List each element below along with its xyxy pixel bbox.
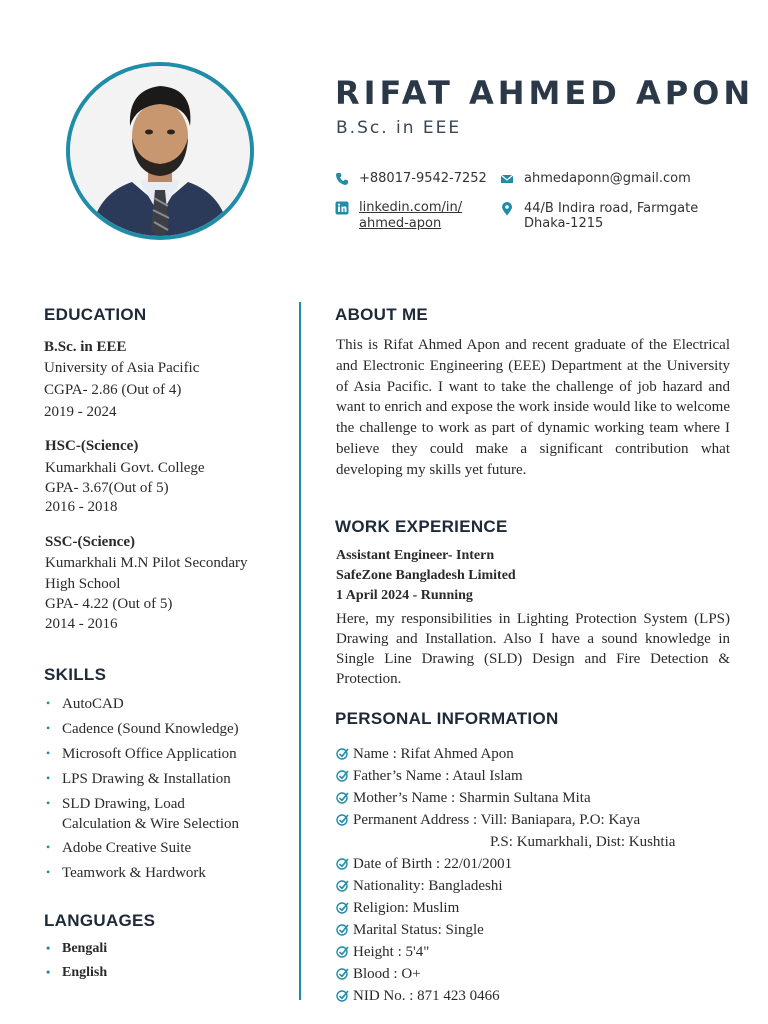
education-detail: GPA- 3.67(Out of 5) <box>45 480 169 496</box>
check-circle-icon <box>336 901 349 914</box>
personal-info-item: Religion: Muslim <box>336 898 675 920</box>
education-heading-1: B.Sc. in EEE <box>44 339 127 355</box>
skills-heading: SKILLS <box>44 665 107 684</box>
location-pin-icon <box>500 202 514 216</box>
education-detail: Kumarkhali Govt. College <box>45 460 205 476</box>
personal-info-item: Permanent Address : Vill: Baniapara, P.O: Kaya <box>336 810 675 832</box>
about-heading: ABOUT ME <box>335 305 429 324</box>
check-circle-icon <box>336 967 349 980</box>
personal-info-item: Nationality: Bangladeshi <box>336 876 675 898</box>
personal-info-item: Blood : O+ <box>336 964 675 986</box>
check-circle-icon <box>336 945 349 958</box>
personal-info-heading: PERSONAL INFORMATION <box>335 709 559 728</box>
skill-item: • Cadence (Sound Knowledge) <box>46 721 239 737</box>
bullet-dot-icon: • <box>46 771 51 785</box>
bullet-dot-icon: • <box>46 746 51 760</box>
check-circle-icon <box>336 813 349 826</box>
education-detail: CGPA- 2.86 (Out of 4) <box>44 382 182 398</box>
personal-info-item: Name : Rifat Ahmed Apon <box>336 744 675 766</box>
email-icon <box>500 172 514 186</box>
phone-icon <box>335 172 349 186</box>
education-heading-3: SSC-(Science) <box>45 534 135 550</box>
work-company: SafeZone Bangladesh Limited <box>336 568 516 583</box>
personal-info-item: Date of Birth : 22/01/2001 <box>336 854 675 876</box>
languages-list <box>44 941 107 989</box>
candidate-name: RIFAT AHMED APON <box>335 74 755 112</box>
address-line1: 44/B Indira road, Farmgate <box>524 201 699 216</box>
education-detail: GPA- 4.22 (Out of 5) <box>45 596 173 612</box>
bullet-dot-icon: • <box>46 696 51 710</box>
bullet-dot-icon: • <box>46 965 51 979</box>
education-detail: Kumarkhali M.N Pilot Secondary <box>45 555 248 571</box>
check-circle-icon <box>336 989 349 1002</box>
skills-list <box>44 696 239 890</box>
education-detail: 2016 - 2018 <box>45 499 118 515</box>
skill-item: • Teamwork & Hardwork <box>46 865 206 881</box>
education-detail: 2019 - 2024 <box>44 404 117 420</box>
personal-info-item: Father’s Name : Ataul Islam <box>336 766 675 788</box>
work-role: Assistant Engineer- Intern <box>336 548 495 563</box>
linkedin-icon <box>335 201 349 215</box>
check-circle-icon <box>336 879 349 892</box>
education-detail: High School <box>45 576 121 592</box>
skill-item: • AutoCAD <box>46 696 124 712</box>
bullet-dot-icon: • <box>46 865 51 879</box>
bullet-dot-icon: • <box>46 840 51 854</box>
work-period: 1 April 2024 - Running <box>336 588 473 603</box>
check-circle-icon <box>336 923 349 936</box>
address-line2: Dhaka-1215 <box>524 216 604 231</box>
education-detail: 2014 - 2016 <box>45 616 118 632</box>
personal-info-item-continuation: P.S: Kumarkhali, Dist: Kushtia <box>490 834 676 850</box>
about-text: This is Rifat Ahmed Apon and recent graduate of the Electrical and Electronic Engineering (EEE) Department at the University of Asia Pacific. I want to take the challenge of job hazard and want to enrich and expose the work inside would like to welcome the challenge to work as part of dynamic working team where I believe they could make a significant contribution what developing my skills yet future. <box>336 337 730 478</box>
education-heading: EDUCATION <box>44 305 147 324</box>
skill-item-continuation: Calculation & Wire Selection <box>62 816 239 832</box>
languages-heading: LANGUAGES <box>44 911 156 930</box>
column-divider <box>299 302 301 1000</box>
phone-text: +88017-9542-7252 <box>359 171 487 186</box>
linkedin-link-line1[interactable]: linkedin.com/in/ <box>359 200 463 215</box>
candidate-degree: B.Sc. in EEE <box>336 118 462 138</box>
check-circle-icon <box>336 747 349 760</box>
check-circle-icon <box>336 791 349 804</box>
personal-info-item: Mother’s Name : Sharmin Sultana Mita <box>336 788 675 810</box>
personal-info-item: Marital Status: Single <box>336 920 675 942</box>
skill-item: • Adobe Creative Suite <box>46 840 192 856</box>
bullet-dot-icon: • <box>46 796 51 810</box>
skill-item: • Microsoft Office Application <box>46 746 237 762</box>
work-description: Here, my responsibilities in Lighting Protection System (LPS) Drawing and Installation. Also I have a sound knowledge in Single Line Drawing (SLD) Design and Fire Detection & Protection. <box>336 611 730 687</box>
language-item: • Bengali <box>46 941 108 956</box>
bullet-dot-icon: • <box>46 941 51 955</box>
personal-info-list <box>336 744 675 1008</box>
profile-portrait <box>70 66 250 236</box>
personal-info-item: Height : 5'4" <box>336 942 675 964</box>
work-heading: WORK EXPERIENCE <box>335 517 508 536</box>
linkedin-link-line2[interactable]: ahmed-apon <box>359 216 442 231</box>
email-text[interactable]: ahmedaponn@gmail.com <box>524 171 691 186</box>
language-item: • English <box>46 965 108 980</box>
skill-item: • SLD Drawing, Load <box>46 796 185 812</box>
education-heading-2: HSC-(Science) <box>45 438 139 454</box>
check-circle-icon <box>336 769 349 782</box>
skill-item: • LPS Drawing & Installation <box>46 771 231 787</box>
education-detail: University of Asia Pacific <box>44 360 200 376</box>
profile-photo <box>66 62 254 240</box>
bullet-dot-icon: • <box>46 721 51 735</box>
personal-info-item: NID No. : 871 423 0466 <box>336 986 675 1008</box>
check-circle-icon <box>336 857 349 870</box>
